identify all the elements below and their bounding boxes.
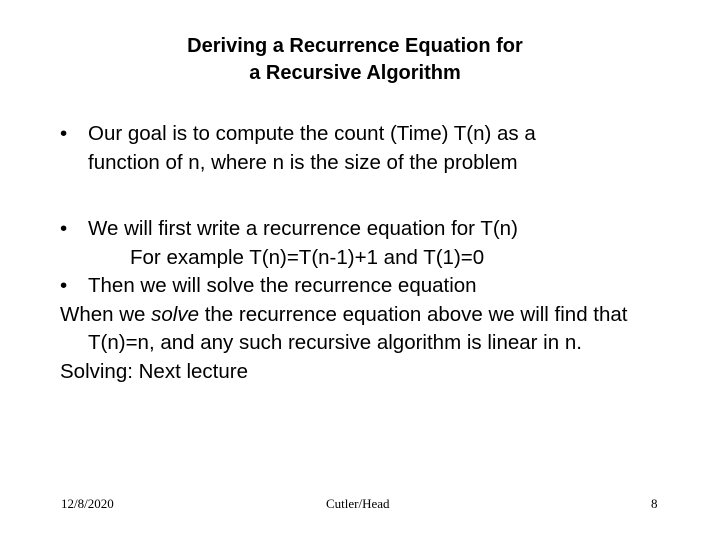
bullet-recurrence	[60, 215, 680, 244]
footer-date: 12/8/2020	[61, 496, 114, 511]
slide-title-line-1: Deriving a Recurrence Equation for	[187, 35, 523, 57]
slide-title	[100, 33, 610, 87]
solve-paragraph-suffix: the recurrence equation above we will find that T(n)=n, and any such recursive algorithm is linear in n.	[88, 302, 628, 354]
bullet-goal-line-2: function of n, where n is the size of the problem	[88, 150, 518, 174]
solve-paragraph	[60, 301, 680, 358]
solve-paragraph-prefix: When we	[60, 302, 152, 326]
bullet-dot: •	[60, 122, 68, 145]
bullet-goal-line-1: Our goal is to compute the count (Time) T(n) as a	[88, 122, 536, 145]
slide-body	[60, 120, 680, 386]
bullet-goal	[60, 120, 680, 177]
bullet-dot: •	[60, 217, 68, 240]
slide-title-line-2: a Recursive Algorithm	[249, 62, 461, 84]
bullet-dot: •	[60, 274, 68, 297]
bullet-solve	[60, 272, 680, 301]
solve-paragraph-italic: solve	[151, 302, 200, 326]
bullet-solve-text: Then we will solve the recurrence equation	[88, 274, 477, 297]
bullet-recurrence-text: We will first write a recurrence equation for T(n)	[88, 217, 518, 240]
example-text: For example T(n)=T(n-1)+1 and T(1)=0	[130, 245, 485, 269]
solving-note: Solving: Next lecture	[60, 359, 249, 383]
footer-page-number: 8	[651, 496, 658, 511]
footer-author: Cutler/Head	[326, 496, 390, 511]
